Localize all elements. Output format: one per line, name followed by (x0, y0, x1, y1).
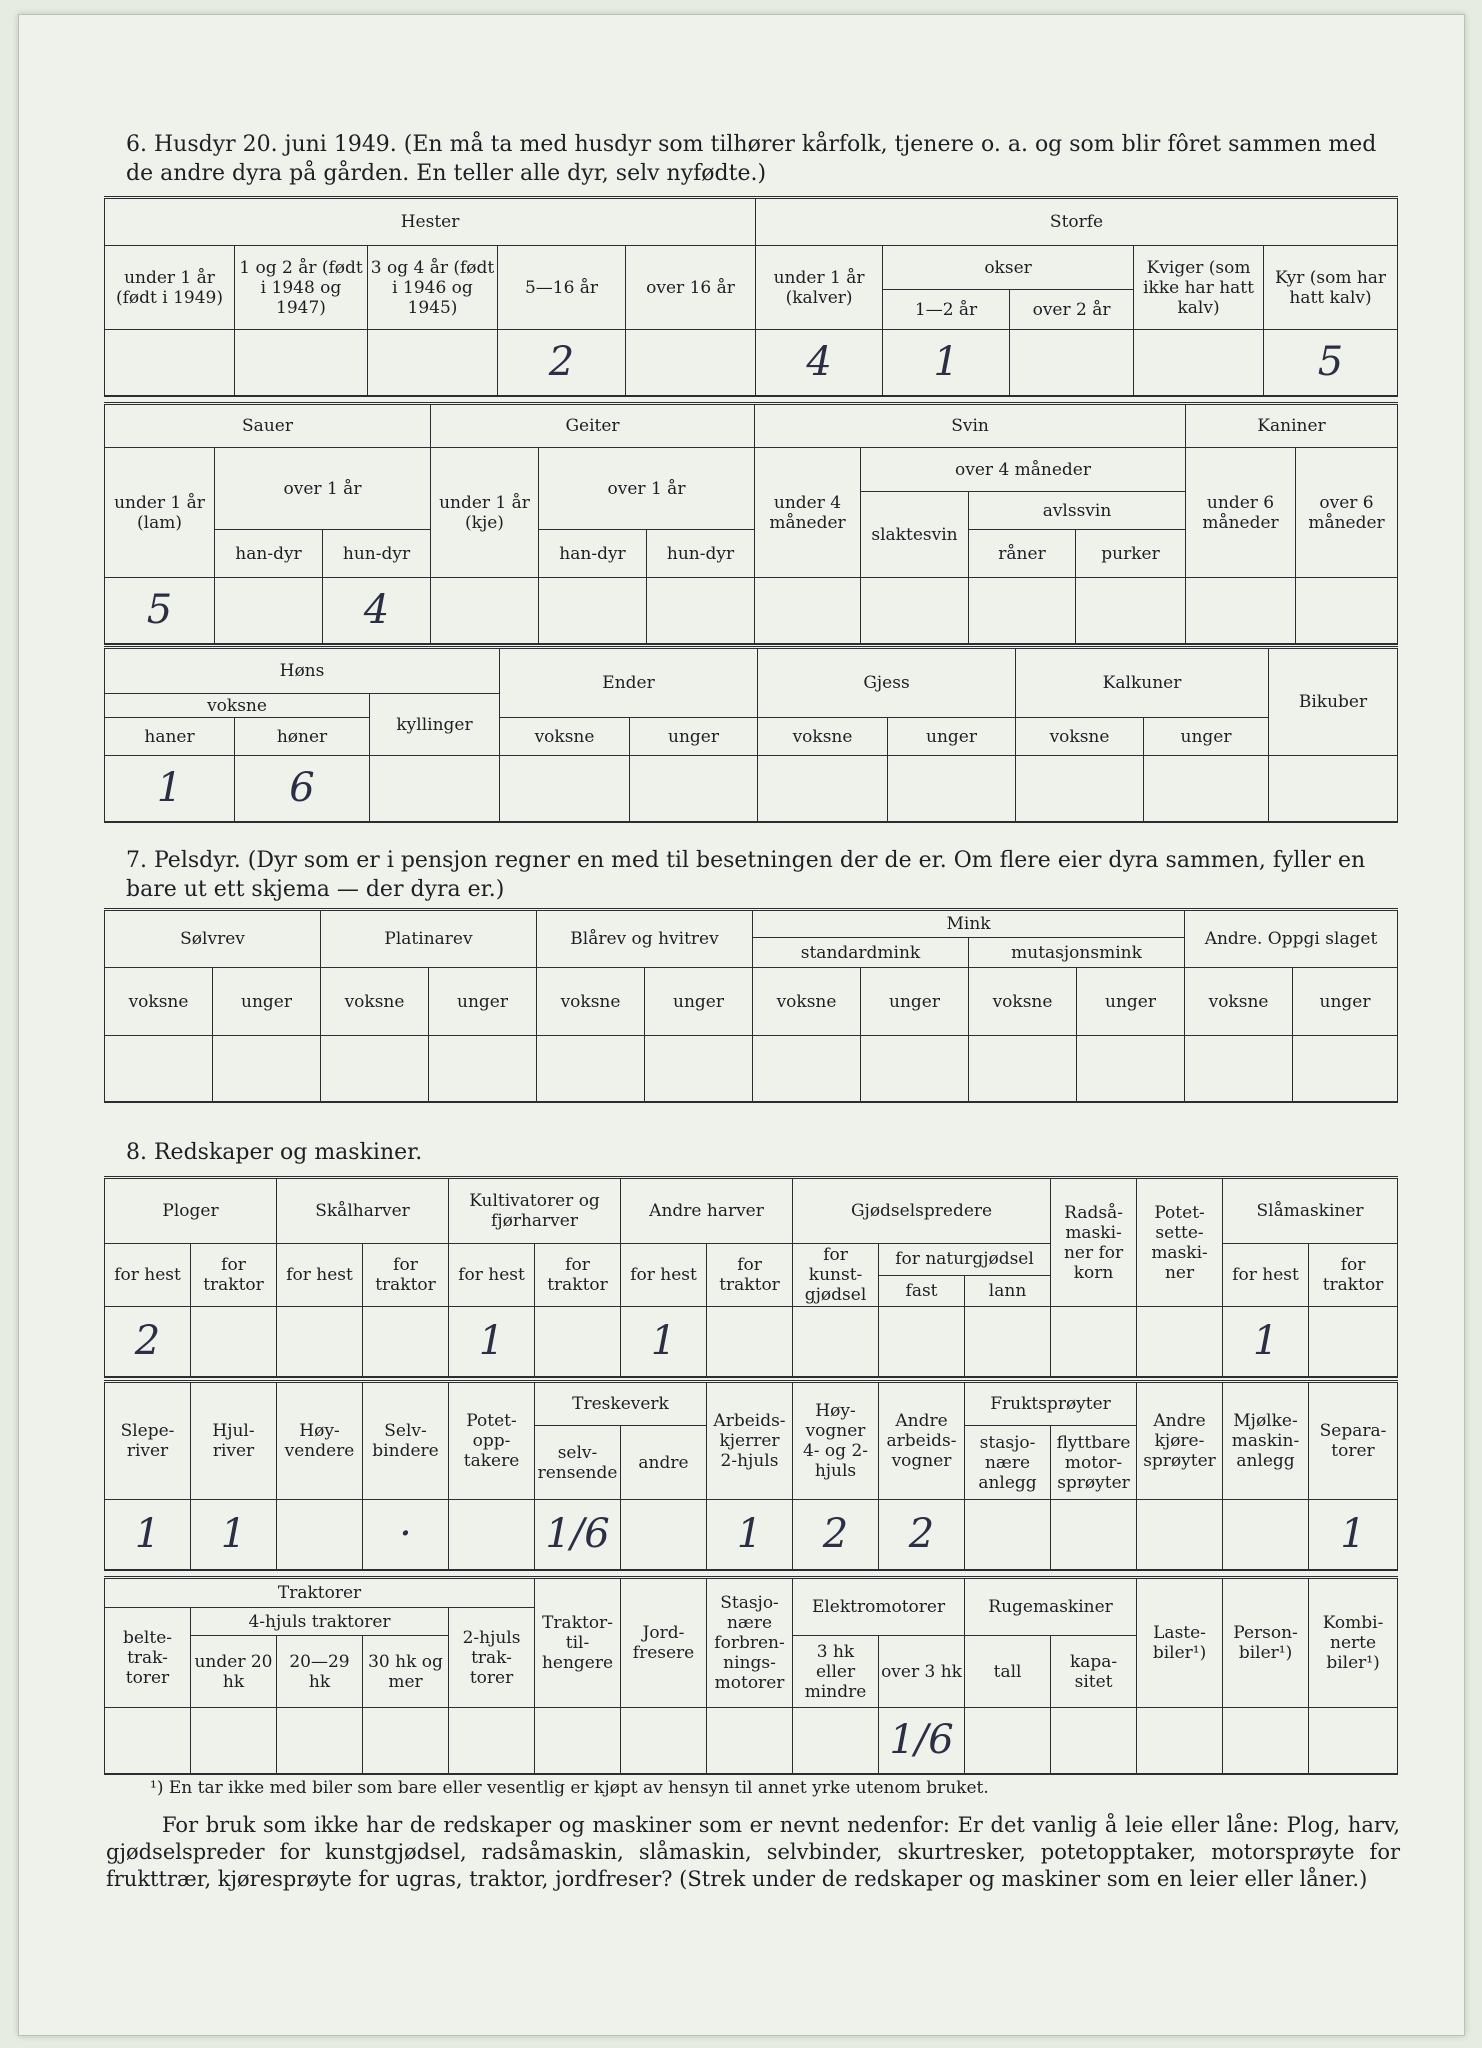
t1-col: for hest (105, 1244, 191, 1307)
value-cell[interactable]: 1 (449, 1307, 535, 1377)
value-cell[interactable] (1296, 578, 1398, 644)
t3-fresere: Jord-fresere (621, 1578, 707, 1708)
value-cell[interactable] (539, 578, 647, 644)
rental-note (106, 1812, 1400, 1893)
value-cell[interactable] (321, 1036, 429, 1102)
t2-frukt: Fruktsprøyter (965, 1382, 1137, 1426)
pels-col: voksne (321, 968, 429, 1036)
storfe-title: Storfe (756, 198, 1398, 246)
value-cell[interactable]: 2 (105, 1307, 191, 1377)
value-cell[interactable] (1223, 1500, 1309, 1570)
value-cell[interactable] (363, 1708, 449, 1774)
svin-slaktesvin: slaktesvin (861, 492, 969, 578)
value-cell[interactable] (1186, 578, 1296, 644)
mink-sub-1: mutasjonsmink (969, 938, 1185, 968)
hester-title: Hester (105, 198, 756, 246)
pels-group-0: Sølvrev (105, 910, 321, 968)
value-cell[interactable] (1137, 1307, 1223, 1377)
t3-ruge-col: kapa-sitet (1051, 1636, 1137, 1708)
value-cell[interactable] (368, 330, 498, 396)
table-hester-storfe (104, 196, 1398, 397)
t2-separ: Separa-torer (1309, 1382, 1398, 1500)
pels-col: unger (429, 968, 537, 1036)
section8-heading: 8. Redskaper og maskiner. (126, 1140, 423, 1165)
value-cell[interactable] (1134, 330, 1264, 396)
t1-group-3: Andre harver (621, 1178, 793, 1244)
t1-group-1: Skålharver (277, 1178, 449, 1244)
value-cell[interactable] (1051, 1708, 1137, 1774)
value-cell[interactable] (755, 578, 861, 644)
okser-col-1: over 2 år (1010, 290, 1134, 330)
pels-group-4: Andre. Oppgi slaget (1185, 910, 1398, 968)
t3-fire-col: under 20 hk (191, 1636, 277, 1708)
value-cell[interactable] (1076, 578, 1186, 644)
value-cell[interactable] (1223, 1708, 1309, 1774)
storfe-kyr: Kyr (som har hatt kalv) (1264, 246, 1398, 330)
t2-potet: Potet-opp-takere (449, 1382, 535, 1500)
hester-col-0: under 1 år (født i 1949) (105, 246, 235, 330)
t2-treske-col: selv-rensende (535, 1426, 621, 1500)
hester-col-4: over 16 år (626, 246, 756, 330)
value-cell[interactable] (1185, 1036, 1293, 1102)
t3-el-col: over 3 hk (879, 1636, 965, 1708)
t2-hjul: Hjul-river (191, 1382, 277, 1500)
svin-title: Svin (755, 404, 1186, 448)
value-cell[interactable] (105, 1708, 191, 1774)
value-cell[interactable]: · (363, 1500, 449, 1570)
hons-col-1: høner (235, 718, 370, 756)
kalkuner-title: Kalkuner (1016, 648, 1269, 718)
value-cell[interactable] (630, 756, 758, 822)
t2-arbeid: Arbeids-kjerrer 2-hjuls (707, 1382, 793, 1500)
t1-col: for traktor (535, 1244, 621, 1307)
hons-title: Høns (105, 648, 500, 694)
value-cell[interactable]: 1 (1223, 1307, 1309, 1377)
rental-note-text: For bruk som ikke har de redskaper og maskiner som er nevnt nedenfor: Er det vanlig å leie eller låne: Plog, harv, gjødselspreder for kunstgjødsel, radsåmaskin, slåmaskin, selvbinder, skurtresker, potetopptaker, motorsprøyte for frukttrær, kjøresprøyte for ugras, traktor, jordfreser? (Strek under de redskaper og maskiner som en leier eller låner.) (106, 1813, 1400, 1891)
pels-col: voksne (105, 968, 213, 1036)
t3-fire-col: 30 hk og mer (363, 1636, 449, 1708)
value-cell[interactable] (1144, 756, 1269, 822)
t1-sla: Slåmaskiner (1223, 1178, 1398, 1244)
pels-group-1: Platinarev (321, 910, 537, 968)
t2-slepe: Slepe-river (105, 1382, 191, 1500)
value-cell[interactable] (1016, 756, 1144, 822)
value-cell[interactable]: 1/6 (535, 1500, 621, 1570)
value-cell[interactable] (753, 1036, 861, 1102)
kaniner-col-1: over 6 måneder (1296, 448, 1398, 578)
t1-gjodsel: Gjødselspredere (793, 1178, 1051, 1244)
pels-col: unger (213, 968, 321, 1036)
value-cell[interactable]: 1 (105, 756, 235, 822)
t3-belte: belte-trak-torer (105, 1608, 191, 1708)
value-cell[interactable] (535, 1307, 621, 1377)
value-cell[interactable] (647, 578, 755, 644)
sauer-col-1: hun-dyr (323, 530, 431, 578)
value-cell[interactable] (500, 756, 630, 822)
t3-elektro: Elektromotorer (793, 1578, 965, 1636)
value-cell[interactable]: 5 (105, 578, 215, 644)
t1-group-2: Kultivatorer og fjørharver (449, 1178, 621, 1244)
table-pelsdyr (104, 908, 1398, 1103)
kalkuner-col-1: unger (1144, 718, 1269, 756)
pels-col: unger (1293, 968, 1398, 1036)
value-cell[interactable]: 1 (1309, 1500, 1398, 1570)
t3-traktorer: Traktorer (105, 1578, 535, 1608)
value-cell[interactable] (535, 1708, 621, 1774)
footnote: ¹) En tar ikke med biler som bare eller vesentlig er kjøpt av hensyn til annet yrke utenom bruket. (150, 1778, 989, 1798)
value-cell[interactable] (888, 756, 1016, 822)
value-cell[interactable] (1051, 1307, 1137, 1377)
t1-col: for hest (449, 1244, 535, 1307)
value-cell[interactable] (1309, 1708, 1398, 1774)
pels-col: voksne (753, 968, 861, 1036)
gjess-title: Gjess (758, 648, 1016, 718)
pels-col: unger (1077, 968, 1185, 1036)
t3-ruge: Rugemaskiner (965, 1578, 1137, 1636)
value-cell[interactable]: 2 (793, 1500, 879, 1570)
value-cell[interactable] (105, 330, 235, 396)
pels-col: unger (645, 968, 753, 1036)
t3-kombi: Kombi-nerte biler¹) (1309, 1578, 1398, 1708)
table-traktorer (104, 1576, 1398, 1775)
kaniner-title: Kaniner (1186, 404, 1398, 448)
value-cell[interactable] (1309, 1307, 1398, 1377)
value-cell[interactable]: 4 (756, 330, 883, 396)
value-cell[interactable] (969, 1036, 1077, 1102)
value-cell[interactable] (1077, 1036, 1185, 1102)
t2-frukt-col: flyttbare motor-sprøyter (1051, 1426, 1137, 1500)
value-cell[interactable]: 5 (1264, 330, 1398, 396)
t3-to: 2-hjuls trak-torer (449, 1608, 535, 1708)
value-cell[interactable]: 1 (105, 1500, 191, 1570)
svin-under4: under 4 måneder (755, 448, 861, 578)
table-redskaper-2 (104, 1380, 1398, 1571)
value-cell[interactable] (965, 1500, 1051, 1570)
sauer-over: over 1 år (215, 448, 431, 530)
value-cell[interactable]: 6 (235, 756, 370, 822)
value-cell[interactable] (1010, 330, 1134, 396)
value-cell[interactable] (793, 1307, 879, 1377)
t3-ruge-col: tall (965, 1636, 1051, 1708)
pels-col: unger (861, 968, 969, 1036)
t3-el-col: 3 hk eller mindre (793, 1636, 879, 1708)
t3-person: Person-biler¹) (1223, 1578, 1309, 1708)
value-cell[interactable] (758, 756, 888, 822)
value-cell[interactable] (191, 1708, 277, 1774)
gjess-col-1: unger (888, 718, 1016, 756)
t3-stasj: Stasjo-nære forbren-nings-motorer (707, 1578, 793, 1708)
t1-potet: Potet-sette-maski-ner (1137, 1178, 1223, 1307)
value-cell[interactable] (191, 1307, 277, 1377)
sauer-lam: under 1 år (lam) (105, 448, 215, 578)
ender-col-0: voksne (500, 718, 630, 756)
value-cell[interactable] (537, 1036, 645, 1102)
value-cell[interactable] (429, 1036, 537, 1102)
t3-fire-col: 20—29 hk (277, 1636, 363, 1708)
t1-col: for traktor (191, 1244, 277, 1307)
bikuber: Bikuber (1269, 648, 1398, 756)
ender-col-1: unger (630, 718, 758, 756)
geiter-kje: under 1 år (kje) (431, 448, 539, 578)
value-cell[interactable] (215, 578, 323, 644)
pels-col: voksne (1185, 968, 1293, 1036)
storfe-okser: okser (883, 246, 1134, 290)
value-cell[interactable] (235, 330, 368, 396)
value-cell[interactable] (277, 1708, 363, 1774)
hons-kyllinger: kyllinger (370, 694, 500, 756)
value-cell[interactable] (621, 1500, 707, 1570)
avl-col-0: råner (969, 530, 1076, 578)
t2-mjolke: Mjølke-maskin-anlegg (1223, 1382, 1309, 1500)
geiter-over: over 1 år (539, 448, 755, 530)
geiter-title: Geiter (431, 404, 755, 448)
value-cell[interactable] (621, 1708, 707, 1774)
t3-laste: Laste-biler¹) (1137, 1578, 1223, 1708)
hester-col-1: 1 og 2 år (født i 1948 og 1947) (235, 246, 368, 330)
pels-col: voksne (969, 968, 1077, 1036)
t1-group-0: Ploger (105, 1178, 277, 1244)
value-cell[interactable]: 1 (191, 1500, 277, 1570)
t2-hoyvogn: Høy-vogner 4- og 2-hjuls (793, 1382, 879, 1500)
value-cell[interactable] (793, 1708, 879, 1774)
value-cell[interactable] (861, 578, 969, 644)
hons-voksne: voksne (105, 694, 370, 718)
value-cell[interactable] (277, 1500, 363, 1570)
value-cell[interactable]: 1 (621, 1307, 707, 1377)
value-cell[interactable] (363, 1307, 449, 1377)
table-redskaper-1 (104, 1176, 1398, 1378)
t1-radsa: Radså-maski-ner for korn (1051, 1178, 1137, 1307)
t1-col: for traktor (363, 1244, 449, 1307)
value-cell[interactable] (105, 1036, 213, 1102)
hester-col-2: 3 og 4 år (født i 1946 og 1945) (368, 246, 498, 330)
value-cell[interactable] (431, 578, 539, 644)
hons-col-0: haner (105, 718, 235, 756)
t2-selv: Selv-bindere (363, 1382, 449, 1500)
section6-heading: 6. Husdyr 20. juni 1949. (En må ta med husdyr som tilhører kårfolk, tjenere o. a. og som blir fôret sammen med de andre dyra på gården. En teller alle dyr, selv nyfødte.) (126, 132, 1377, 186)
t2-kjore: Andre kjøre-sprøyter (1137, 1382, 1223, 1500)
t1-gj-natur: for naturgjødsel (879, 1244, 1051, 1276)
value-cell[interactable]: 4 (323, 578, 431, 644)
value-cell[interactable]: 1 (883, 330, 1010, 396)
value-cell[interactable]: 2 (879, 1500, 965, 1570)
storfe-kviger: Kviger (som ikke har hatt kalv) (1134, 246, 1264, 330)
avl-col-1: purker (1076, 530, 1186, 578)
ender-title: Ender (500, 648, 758, 718)
value-cell[interactable]: 1 (707, 1500, 793, 1570)
t1-gj-kunst: for kunst-gjødsel (793, 1244, 879, 1307)
value-cell[interactable]: 2 (498, 330, 626, 396)
t1-col: for hest (621, 1244, 707, 1307)
t2-andre-vogn: Andre arbeids-vogner (879, 1382, 965, 1500)
t3-tilheng: Traktor-til-hengere (535, 1578, 621, 1708)
t1-col: for traktor (1309, 1244, 1398, 1307)
value-cell[interactable] (965, 1708, 1051, 1774)
pels-group-3: Mink (753, 910, 1185, 938)
value-cell[interactable] (370, 756, 500, 822)
table-sauer-geiter-svin (104, 402, 1398, 645)
value-cell[interactable] (707, 1307, 793, 1377)
value-cell[interactable]: 1/6 (879, 1708, 965, 1774)
value-cell[interactable] (879, 1307, 965, 1377)
value-cell[interactable] (861, 1036, 969, 1102)
kalkuner-col-0: voksne (1016, 718, 1144, 756)
value-cell[interactable] (626, 330, 756, 396)
value-cell[interactable] (1137, 1500, 1223, 1570)
t1-col: for hest (277, 1244, 363, 1307)
t2-hoy: Høy-vendere (277, 1382, 363, 1500)
t1-col: for traktor (707, 1244, 793, 1307)
sauer-col-0: han-dyr (215, 530, 323, 578)
value-cell[interactable] (277, 1307, 363, 1377)
mink-sub-0: standardmink (753, 938, 969, 968)
value-cell[interactable] (449, 1500, 535, 1570)
value-cell[interactable] (213, 1036, 321, 1102)
hester-col-3: 5—16 år (498, 246, 626, 330)
geiter-col-0: han-dyr (539, 530, 647, 578)
t1-gj-natur-col: lann (965, 1275, 1051, 1307)
value-cell[interactable] (965, 1307, 1051, 1377)
geiter-col-1: hun-dyr (647, 530, 755, 578)
t1-col: for hest (1223, 1244, 1309, 1307)
value-cell[interactable] (1051, 1500, 1137, 1570)
value-cell[interactable] (1269, 756, 1398, 822)
svin-over4: over 4 måneder (861, 448, 1186, 492)
section7-heading: 7. Pelsdyr. (Dyr som er i pensjon regner en med til besetningen der de er. Om flere eier dyra sammen, fyller en bare ut ett skjema — der dyra er.) (126, 848, 1366, 902)
pels-group-2: Blårev og hvitrev (537, 910, 753, 968)
value-cell[interactable] (1137, 1708, 1223, 1774)
table-fjorfe (104, 646, 1398, 823)
value-cell[interactable] (449, 1708, 535, 1774)
value-cell[interactable] (645, 1036, 753, 1102)
storfe-kalver: under 1 år (kalver) (756, 246, 883, 330)
t2-treske: Treskeverk (535, 1382, 707, 1426)
okser-col-0: 1—2 år (883, 290, 1010, 330)
value-cell[interactable] (969, 578, 1076, 644)
t2-frukt-col: stasjo-nære anlegg (965, 1426, 1051, 1500)
t1-gj-natur-col: fast (879, 1275, 965, 1307)
value-cell[interactable] (1293, 1036, 1398, 1102)
kaniner-col-0: under 6 måneder (1186, 448, 1296, 578)
gjess-col-0: voksne (758, 718, 888, 756)
t2-treske-col: andre (621, 1426, 707, 1500)
value-cell[interactable] (707, 1708, 793, 1774)
pels-col: voksne (537, 968, 645, 1036)
sauer-title: Sauer (105, 404, 431, 448)
t3-fire: 4-hjuls traktorer (191, 1608, 449, 1636)
svin-avlssvin: avlssvin (969, 492, 1186, 530)
